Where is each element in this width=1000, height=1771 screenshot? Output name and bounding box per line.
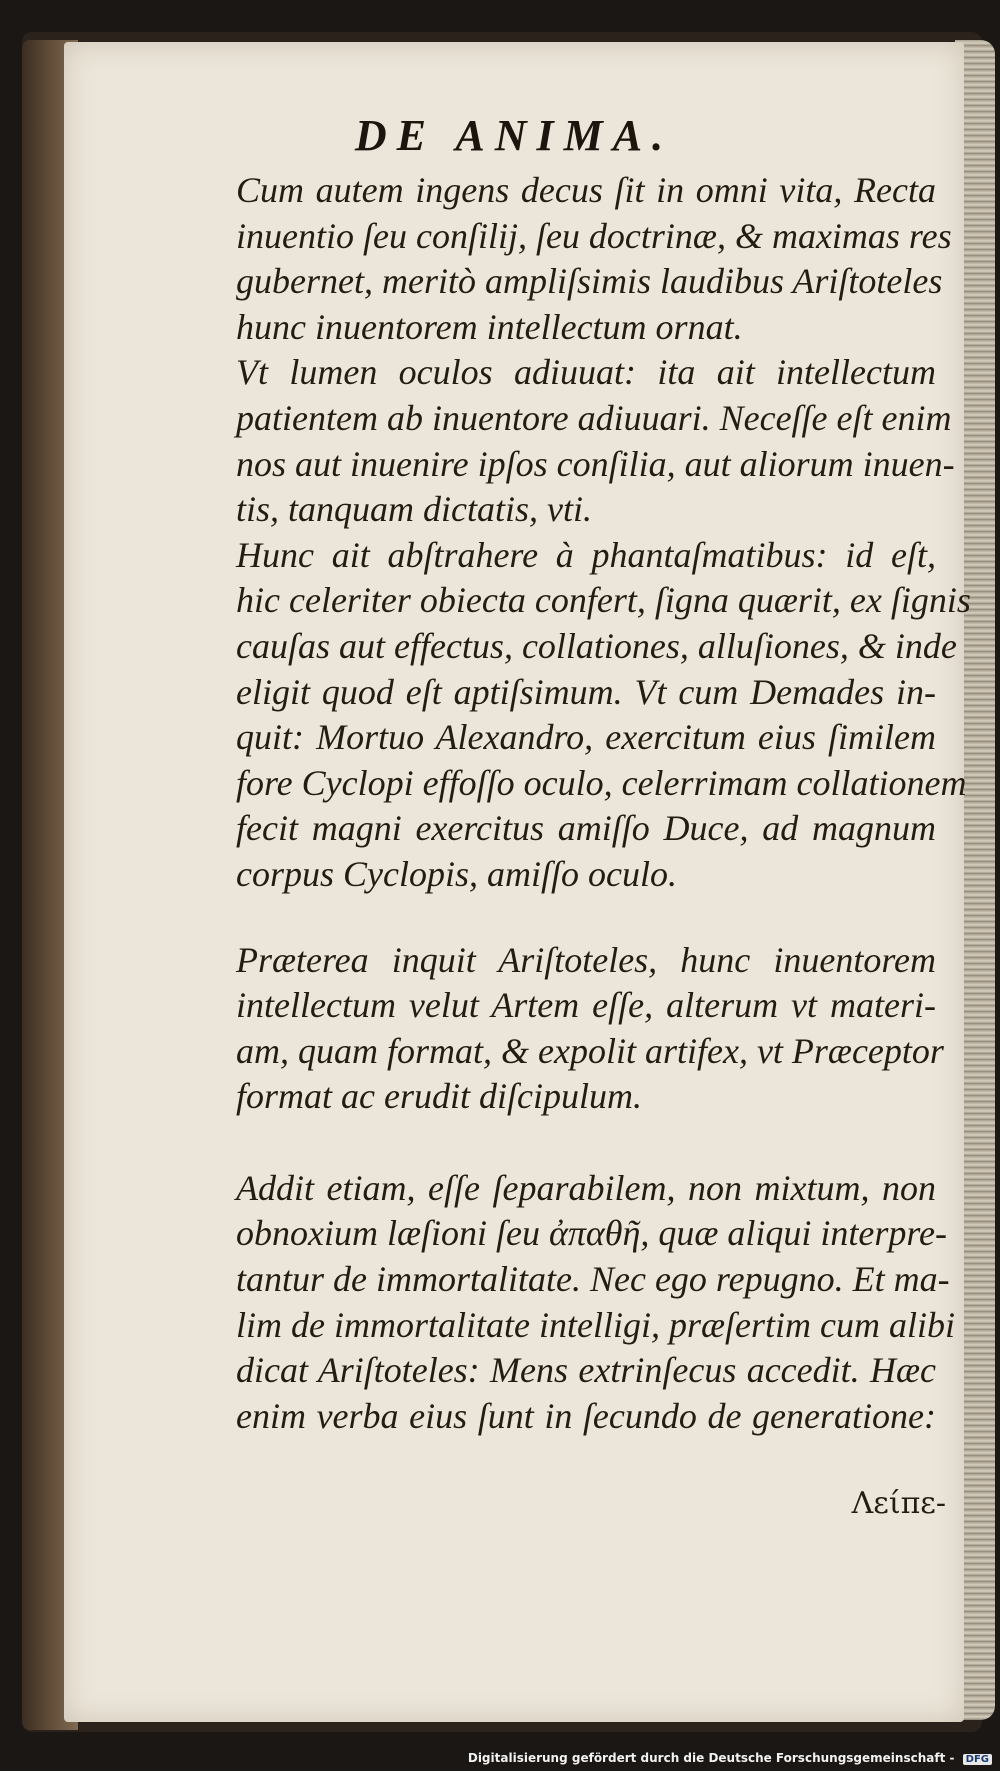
paragraph-5 bbox=[176, 1166, 955, 1440]
text-line: eligit quod eſt aptiſsimum. Vt cum Demades in- bbox=[236, 671, 936, 712]
text-line: nos aut inuenire ipſos conſilia, aut aliorum inuen- bbox=[236, 443, 955, 484]
text-line: hunc inuentorem intellectum ornat. bbox=[236, 306, 743, 347]
text-line: gubernet, meritò ampliſsimis laudibus Ariſtoteles bbox=[236, 261, 943, 302]
paragraph-2 bbox=[176, 350, 955, 532]
body-text bbox=[176, 168, 971, 1439]
catchword: Λείπε- bbox=[851, 1486, 946, 1521]
text-line: Vt lumen oculos adiuuat: ita ait intellectum bbox=[236, 352, 936, 393]
text-line: Hunc ait abſtrahere à phantaſmatibus: id eſt, bbox=[236, 534, 936, 575]
text-line: hic celeriter obiecta confert, ſigna quærit, ex ſignis bbox=[236, 580, 971, 621]
text-line: Præterea inquit Ariſtoteles, hunc inuentorem bbox=[236, 939, 936, 980]
text-line: dicat Ariſtoteles: Mens extrinſecus accedit. Hæc bbox=[236, 1350, 936, 1391]
text-line: fore Cyclopi effoſſo oculo, celerrimam collationem bbox=[236, 762, 967, 803]
paragraph-1 bbox=[176, 168, 952, 350]
paragraph-gap bbox=[176, 898, 936, 938]
text-line: format ac erudit diſcipulum. bbox=[236, 1076, 642, 1117]
paragraph-gap bbox=[176, 1120, 936, 1166]
running-head: DE ANIMA. bbox=[354, 111, 674, 160]
text-line: Addit etiam, eſſe ſeparabilem, non mixtum, non bbox=[236, 1167, 936, 1208]
text-line: tantur de immortalitate. Nec ego repugno. Et ma- bbox=[236, 1259, 950, 1300]
paragraph-4 bbox=[176, 938, 944, 1120]
digitization-credit bbox=[468, 1751, 992, 1765]
text-line: inuentio ſeu conſilij, ſeu doctrinæ, & maximas res bbox=[236, 215, 952, 256]
text-line: enim verba eius ſunt in ſecundo de generatione: bbox=[236, 1395, 936, 1436]
text-line: corpus Cyclopis, amiſſo oculo. bbox=[236, 853, 677, 894]
text-line: intellectum velut Artem eſſe, alterum vt materi- bbox=[236, 985, 936, 1026]
text-line: cauſas aut effectus, collationes, alluſiones, & inde bbox=[236, 625, 957, 666]
text-line: fecit magni exercitus amiſſo Duce, ad magnum bbox=[236, 808, 936, 849]
text-line: quit: Mortuo Alexandro, exercitum eius ſimilem bbox=[236, 717, 936, 758]
text-line: Cum autem ingens decus ſit in omni vita, Recta bbox=[236, 170, 936, 210]
dfg-logo-icon: DFG bbox=[963, 1754, 992, 1765]
credit-text: Digitalisierung gefördert durch die Deutsche Forschungsgemeinschaft - bbox=[467, 1751, 955, 1765]
text-line: patientem ab inuentore adiuuari. Neceſſe eſt enim bbox=[236, 397, 952, 438]
paragraph-3 bbox=[176, 533, 971, 898]
scanned-page bbox=[64, 42, 971, 1722]
text-line: am, quam format, & expolit artifex, vt Præceptor bbox=[236, 1030, 944, 1071]
text-line: obnoxium læſioni ſeu ἀπαθῆ, quæ aliqui interpre- bbox=[236, 1213, 947, 1254]
text-line: tis, tanquam dictatis, vti. bbox=[236, 489, 592, 530]
text-line: lim de immortalitate intelligi, præſertim cum alibi bbox=[236, 1304, 955, 1345]
